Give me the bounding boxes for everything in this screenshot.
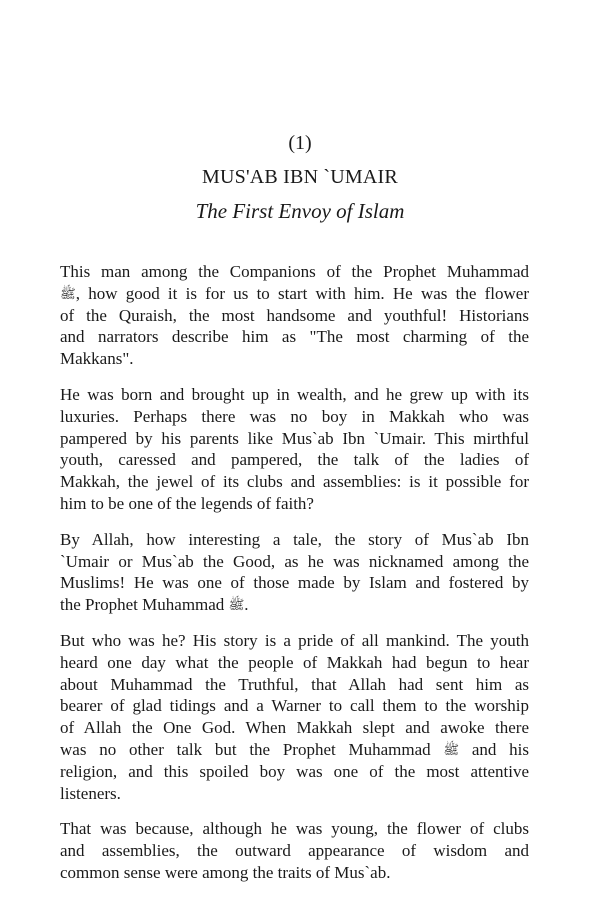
text-line: bearer of glad tidings and a Warner to call them to the worship (60, 696, 529, 716)
text-line: luxuries. Perhaps there was no boy in Makkah who was (60, 406, 529, 426)
text-line: of Allah the One God. When Makkah slept and awoke there (60, 718, 529, 738)
text-line: That was because, although he was young, the flower of clubs (60, 819, 529, 839)
text-line (60, 739, 529, 761)
text-fragment: . (244, 595, 249, 615)
text-line: By Allah, how interesting a tale, the story of Mus`ab Ibn (60, 529, 529, 549)
paragraph-2 (60, 384, 529, 515)
text-line: heard one day what the people of Makkah had begun to hear (60, 652, 529, 672)
chapter-title: MUS'AB IBN `UMAIR (202, 166, 398, 188)
text-line: youth, caressed and pampered, the talk of the ladies of (60, 450, 529, 470)
text-line: about Muhammad the Truthful, that Allah had sent him as (60, 674, 529, 694)
text-line (60, 594, 529, 616)
text-line: Makkans". (60, 349, 134, 369)
chapter-subtitle: The First Envoy of Islam (195, 199, 405, 223)
text-line: He was born and brought up in wealth, and he grew up with its (60, 384, 529, 404)
salutation-ligature-icon: ﷺ (60, 285, 76, 301)
text-line: him to be one of the legends of faith? (60, 493, 314, 513)
paragraph-4 (60, 630, 529, 804)
text-line: Muslims! He was one of those made by Islam and fostered by (60, 573, 529, 593)
text-line: of the Quraish, the most handsome and youthful! Historians (60, 305, 529, 325)
text-fragment: , how good it is for us to start with him. He was the flower (75, 283, 529, 303)
text-line: and assemblies, the outward appearance of wisdom and (60, 841, 529, 861)
paragraph-5 (60, 818, 529, 883)
text-line: and narrators describe him as "The most charming of the (60, 327, 529, 347)
text-line (60, 283, 529, 305)
salutation-ligature-icon: ﷺ (228, 597, 245, 613)
chapter-number: (1) (288, 132, 312, 154)
text-line: Makkah, the jewel of its clubs and assemblies: is it possible for (60, 472, 529, 492)
text-line: common sense were among the traits of Mus`ab. (60, 862, 391, 882)
text-line: pampered by his parents like Mus`ab Ibn `Umair. This mirthful (60, 428, 529, 448)
salutation-ligature-icon: ﷺ (443, 741, 460, 757)
paragraph-3 (60, 529, 529, 616)
text-fragment: and his (471, 739, 529, 759)
body-text (60, 261, 529, 898)
text-line: This man among the Companions of the Prophet Muhammad (60, 262, 529, 281)
text-fragment: was no other talk but the Prophet Muhammad (60, 739, 431, 759)
text-line: But who was he? His story is a pride of all mankind. The youth (60, 630, 529, 650)
text-line: `Umair or Mus`ab the Good, as he was nicknamed among the (60, 551, 529, 571)
paragraph-1 (60, 261, 529, 370)
text-line: listeners. (60, 783, 121, 803)
text-line: religion, and this spoiled boy was one of the most attentive (60, 761, 529, 781)
text-fragment: the Prophet Muhammad (60, 595, 225, 615)
